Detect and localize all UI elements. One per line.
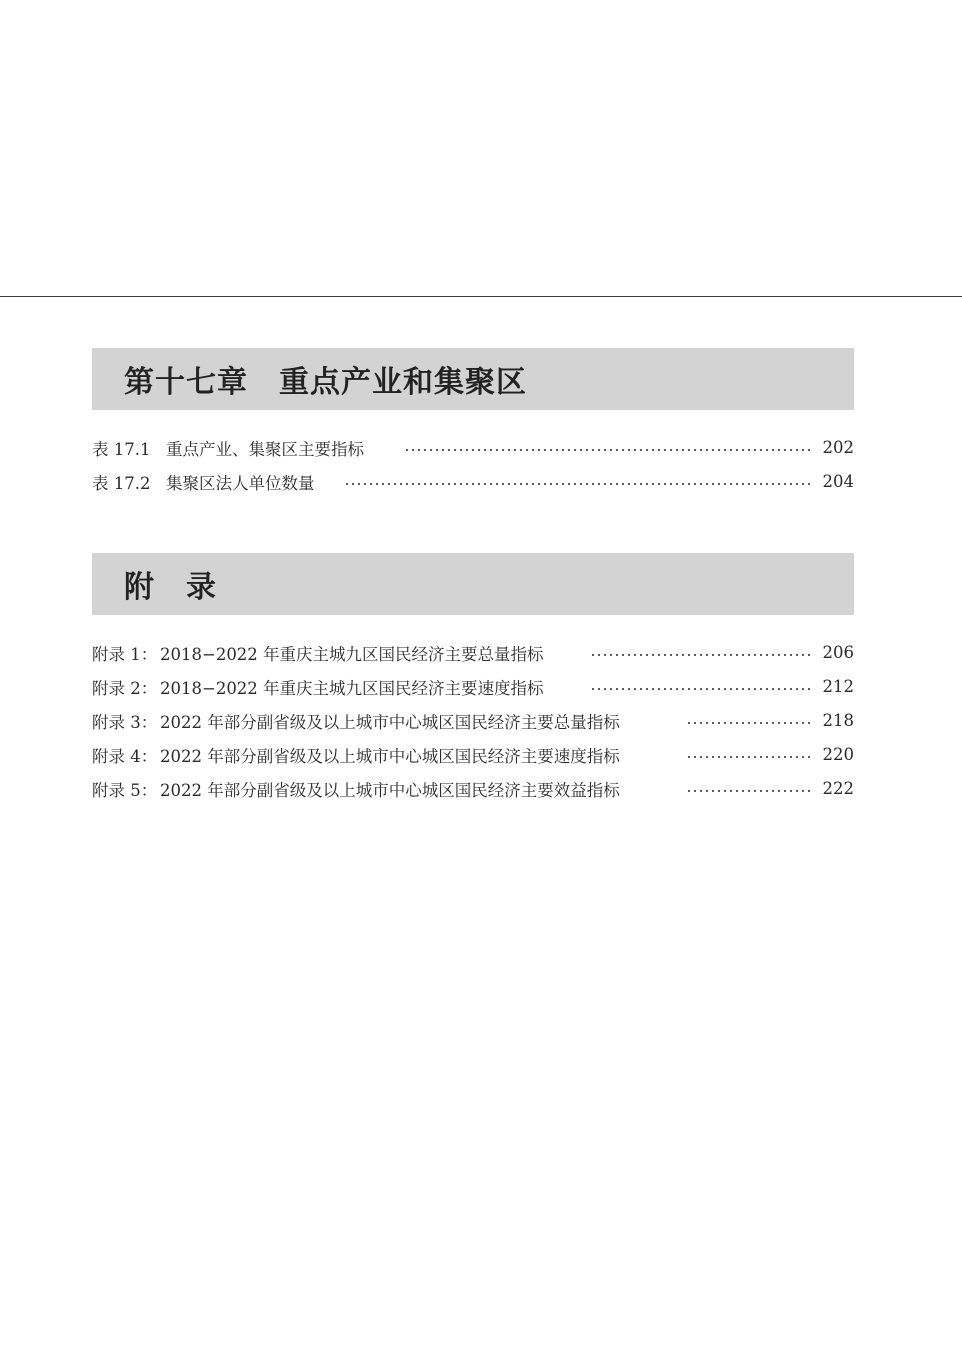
toc-entry-page: 218 xyxy=(822,711,854,730)
chapter-17-header xyxy=(92,348,854,410)
dot-leader xyxy=(684,790,812,792)
toc-entry-number: 表 17.2 xyxy=(92,474,151,493)
appendix-heading: 附 录 xyxy=(124,570,217,605)
toc-entry-title: 集聚区法人单位数量 xyxy=(166,474,315,493)
toc-entry-appendix-5[interactable] xyxy=(92,777,854,801)
toc-entry-page: 222 xyxy=(822,779,854,798)
toc-entry-title: 重点产业、集聚区主要指标 xyxy=(166,440,364,459)
toc-entry-page: 220 xyxy=(822,745,854,764)
toc-entry-table-17-1[interactable] xyxy=(92,436,854,460)
top-divider-rule xyxy=(0,296,962,297)
toc-entry-number: 附录 1： xyxy=(92,645,158,664)
toc-entry-page: 202 xyxy=(822,438,854,457)
toc-entry-appendix-4[interactable] xyxy=(92,743,854,767)
dot-leader xyxy=(342,483,812,485)
toc-entry-appendix-1[interactable] xyxy=(92,641,854,665)
chapter-17-heading: 第十七章 重点产业和集聚区 xyxy=(124,365,527,400)
toc-entry-page: 206 xyxy=(822,643,854,662)
toc-entry-appendix-2[interactable] xyxy=(92,675,854,699)
toc-entry-number: 附录 4： xyxy=(92,747,158,766)
toc-entry-table-17-2[interactable] xyxy=(92,470,854,494)
toc-entry-number: 表 17.1 xyxy=(92,440,151,459)
toc-entry-title: 2018−2022 年重庆主城九区国民经济主要总量指标 xyxy=(160,645,544,664)
toc-entry-title: 2022 年部分副省级及以上城市中心城区国民经济主要总量指标 xyxy=(160,713,620,732)
dot-leader xyxy=(684,722,812,724)
toc-entry-number: 附录 3： xyxy=(92,713,158,732)
toc-entry-title: 2018−2022 年重庆主城九区国民经济主要速度指标 xyxy=(160,679,544,698)
dot-leader xyxy=(590,654,812,656)
toc-entry-appendix-3[interactable] xyxy=(92,709,854,733)
dot-leader xyxy=(684,756,812,758)
toc-entry-title: 2022 年部分副省级及以上城市中心城区国民经济主要效益指标 xyxy=(160,781,620,800)
toc-entry-page: 212 xyxy=(822,677,854,696)
dot-leader xyxy=(590,688,812,690)
toc-entry-number: 附录 5： xyxy=(92,781,158,800)
toc-entry-title: 2022 年部分副省级及以上城市中心城区国民经济主要速度指标 xyxy=(160,747,620,766)
appendix-header xyxy=(92,553,854,615)
toc-entry-page: 204 xyxy=(822,472,854,491)
toc-entry-number: 附录 2： xyxy=(92,679,158,698)
dot-leader xyxy=(402,449,812,451)
